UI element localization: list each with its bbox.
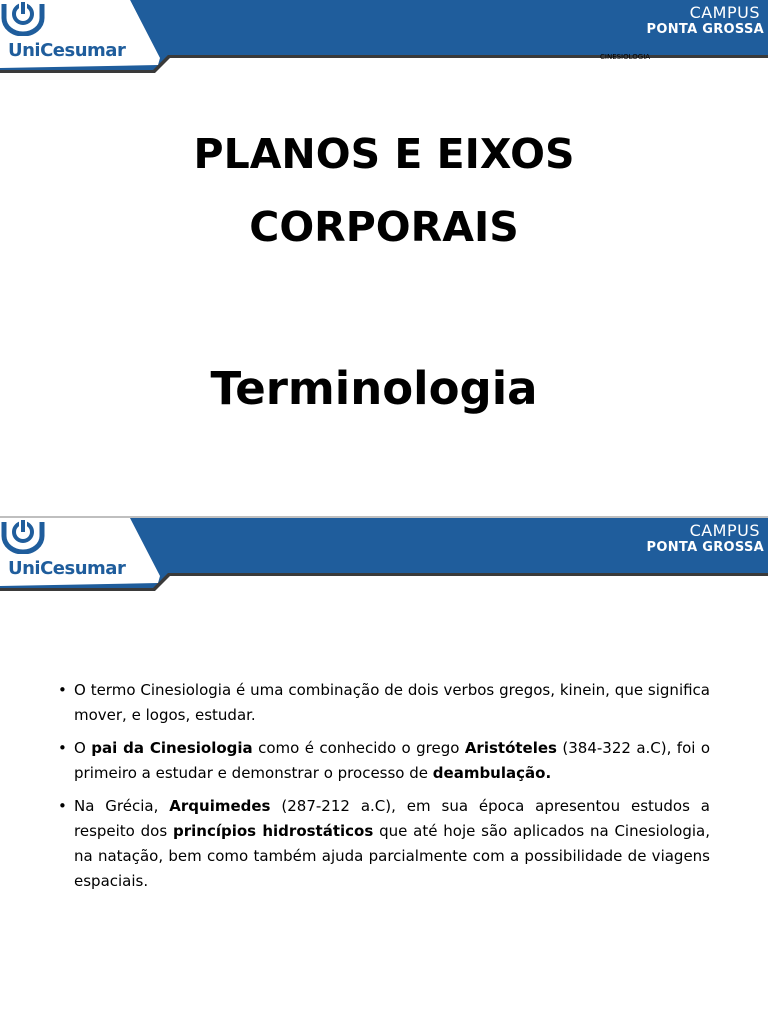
unicesumar-logo-text: UniCesumar: [8, 40, 126, 61]
bullet-bold-text: deambulação.: [432, 764, 552, 782]
unicesumar-logo-text: UniCesumar: [8, 558, 126, 579]
campus-label: CAMPUS: [689, 3, 760, 22]
bullet-item: [58, 736, 710, 786]
bullet-text: (384-322 a.C), foi o primeiro a estudar e demonstrar o processo de: [74, 739, 710, 782]
bullet-text: como é conhecido o grego: [252, 739, 465, 757]
campus-label: CAMPUS: [689, 521, 760, 540]
bullet-text: O termo Cinesiologia é uma combinação de dois verbos gregos, kinein, que significa mover, e logos, estudar.: [74, 681, 710, 724]
content-slide: [0, 518, 768, 1024]
unicesumar-logo-icon: [0, 0, 46, 36]
slide-header: [0, 518, 768, 596]
bullet-bold-text: Arquimedes: [169, 797, 271, 815]
bullet-dot-icon: •: [58, 739, 67, 757]
header-banner: [0, 0, 768, 78]
bullet-bold-text: pai da Cinesiologia: [91, 739, 253, 757]
campus-city: PONTA GROSSA: [646, 22, 764, 37]
bullet-dot-icon: •: [58, 797, 67, 815]
unicesumar-logo-icon: [0, 518, 46, 554]
campus-city: PONTA GROSSA: [646, 540, 764, 555]
bullet-item: [58, 794, 710, 894]
slide-title-line-2: CORPORAIS: [249, 203, 519, 251]
bullet-text: que até hoje são aplicados na Cinesiologia, na natação, bem como também ajuda parcialmente com a possibilidade de viagens espaciais.: [74, 822, 710, 890]
bullet-text: O: [74, 739, 92, 757]
bullet-bold-text: Aristóteles: [464, 739, 557, 757]
slide-title-line-1: PLANOS E EIXOS: [193, 130, 575, 178]
bullet-text: (287-212 a.C), em sua época apresentou estudos a respeito dos: [74, 797, 711, 840]
slide-title: [0, 118, 768, 264]
course-label: CINESIOLOGIA: [600, 53, 651, 61]
bullet-list: [58, 678, 710, 902]
slide-header: [0, 0, 768, 78]
bullet-bold-text: princípios hidrostáticos: [173, 822, 374, 840]
bullet-text: Na Grécia,: [74, 797, 170, 815]
bullet-item: [58, 678, 710, 728]
slide-subtitle: Terminologia: [210, 362, 538, 415]
header-banner: [0, 518, 768, 596]
bullet-dot-icon: •: [58, 681, 67, 699]
